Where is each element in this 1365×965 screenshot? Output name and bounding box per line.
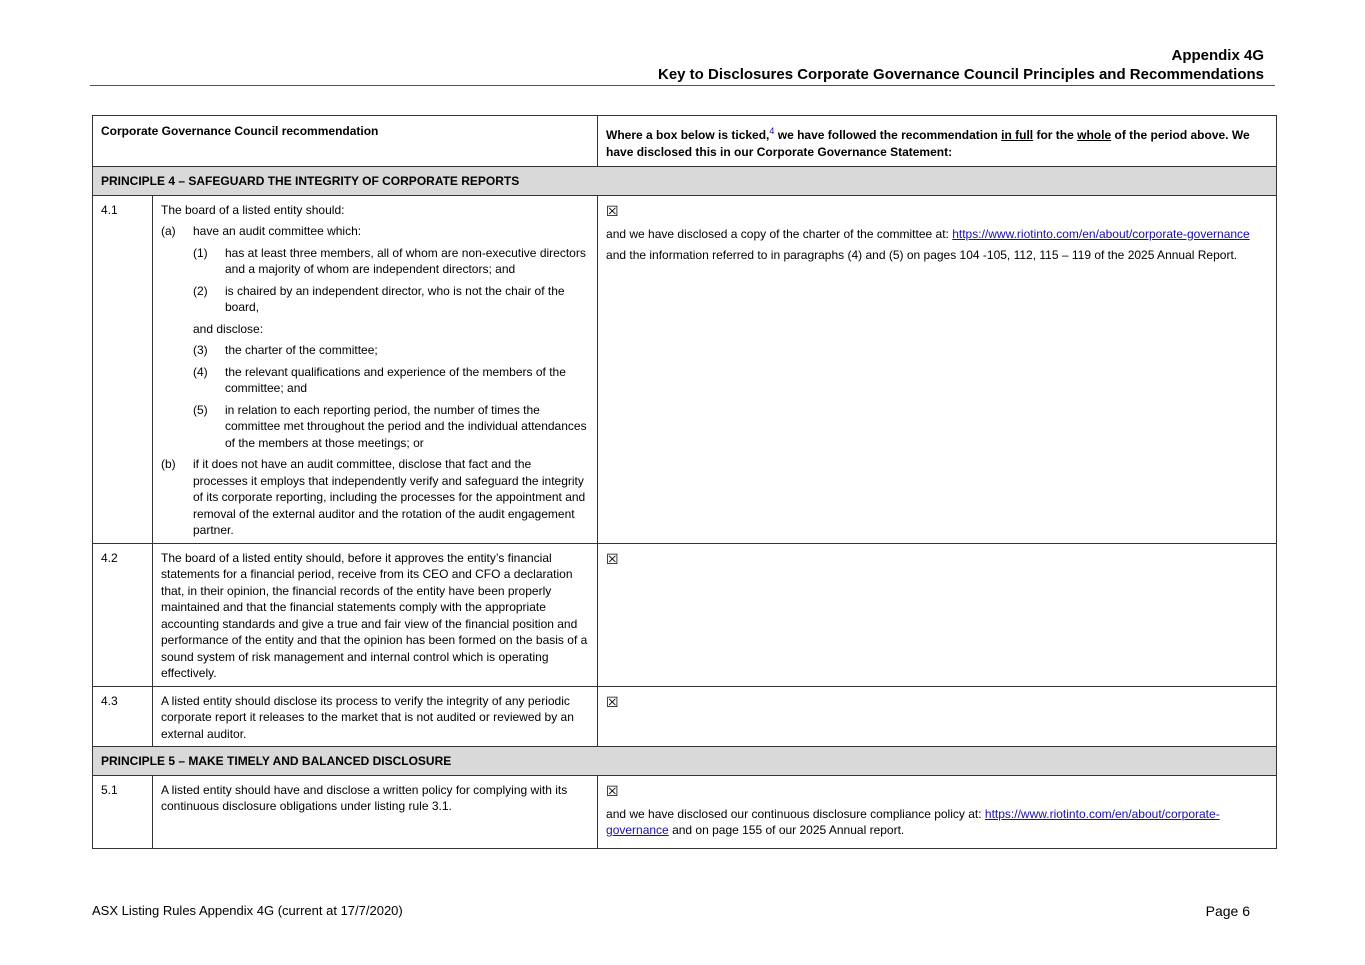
principle-5-heading: PRINCIPLE 5 – MAKE TIMELY AND BALANCED DISCLOSURE <box>93 747 1277 776</box>
rec-text: A listed entity should disclose its process to verify the integrity of any periodic corporate report it releases to the market that is not audited or reviewed by an external auditor. <box>153 686 598 747</box>
principle-4-heading: PRINCIPLE 4 – SAFEGUARD THE INTEGRITY OF CORPORATE REPORTS <box>93 167 1277 196</box>
principle-5-row <box>93 747 1277 776</box>
ticked-checkbox-icon[interactable]: ☒ <box>606 694 619 711</box>
rec-number: 5.1 <box>93 775 153 848</box>
document-header <box>90 46 1274 84</box>
rec-response: ☒ and we have disclosed a copy of the charter of the committee at: https://www.riotinto.com/en/about/corporate-governance and the information referred to in paragraphs (4) and (5) on pages 104 -105, 112, 115 – 119 of the 2025 Annual Report. <box>598 195 1277 543</box>
rec-text: The board of a listed entity should, before it approves the entity’s financial statements for a financial period, receive from its CEO and CFO a declaration that, in their opinion, the financial records of the entity have been properly maintained and that the financial statements comply with the appropriate accounting standards and give a true and fair view of the financial position and performance of the entity and that the opinion has been formed on the basis of a sound system of risk management and internal control which is operating effectively. <box>153 543 598 686</box>
table-row <box>93 543 1277 686</box>
ticked-checkbox-icon[interactable]: ☒ <box>606 551 619 568</box>
principle-4-row <box>93 167 1277 196</box>
appendix-title: Appendix 4G <box>1171 47 1264 64</box>
rec-number: 4.1 <box>93 195 153 543</box>
table-row <box>93 195 1277 543</box>
document-subtitle: Key to Disclosures Corporate Governance Council Principles and Recommendations <box>658 66 1264 83</box>
col1-heading: Corporate Governance Council recommendation <box>93 116 598 167</box>
col2-heading: Where a box below is ticked,$^4$ we have followed the recommendation in full for the whole of the period above. We have disclosed this in our Corporate Governance Statement: <box>598 116 1277 167</box>
rec-number: 4.2 <box>93 543 153 686</box>
page-number: Page 6 <box>1205 903 1250 919</box>
charter-link[interactable]: https://www.riotinto.com/en/about/corporate-governance <box>952 226 1250 241</box>
rec-text: A listed entity should have and disclose a written policy for complying with its continuous disclosure obligations under listing rule 3.1. <box>153 775 598 848</box>
footer-source: ASX Listing Rules Appendix 4G (current at 17/7/2020) <box>92 903 403 918</box>
table-header-row <box>93 116 1277 167</box>
rec-text: The board of a listed entity should: (a) have an audit committee which: (1) has at least three members, all of whom are non-executive directors and a majority of whom are independent directors; and (2) is chaired by an independent director, who is not the chair of the board, and disclose: (3) the charter of the committee; (4) the relevant qualifications and experience of the members of the committee; and (5) in relation to each reporting period, the number of times the committee met throughout the period and the individual attendances of the members at those meetings; or (b) if it does not have an audit committee, disclose that fact and the processes it employs that independently verify and safeguard the integrity of its corporate reporting, including the processes for the appointment and removal of the external auditor and the rotation of the audit engagement partner. <box>153 195 598 543</box>
rec-response: ☒ and we have disclosed our continuous disclosure compliance policy at: https://www.riotinto.com/en/about/corporate-governance and on page 155 of our 2025 Annual report. <box>598 775 1277 848</box>
recommendations-table <box>92 115 1277 849</box>
rec-response <box>598 686 1277 747</box>
rec-response <box>598 543 1277 686</box>
rec-number: 4.3 <box>93 686 153 747</box>
table-row <box>93 686 1277 747</box>
table-row <box>93 775 1277 848</box>
ticked-checkbox-icon[interactable]: ☒ <box>606 783 619 800</box>
footnote-ref[interactable]: 4 <box>769 126 775 136</box>
disclosure-policy-link[interactable]: https://www.riotinto.com/en/about/corporate-governance <box>606 806 1220 837</box>
header-divider <box>90 85 1275 86</box>
ticked-checkbox-icon[interactable]: ☒ <box>606 203 619 220</box>
